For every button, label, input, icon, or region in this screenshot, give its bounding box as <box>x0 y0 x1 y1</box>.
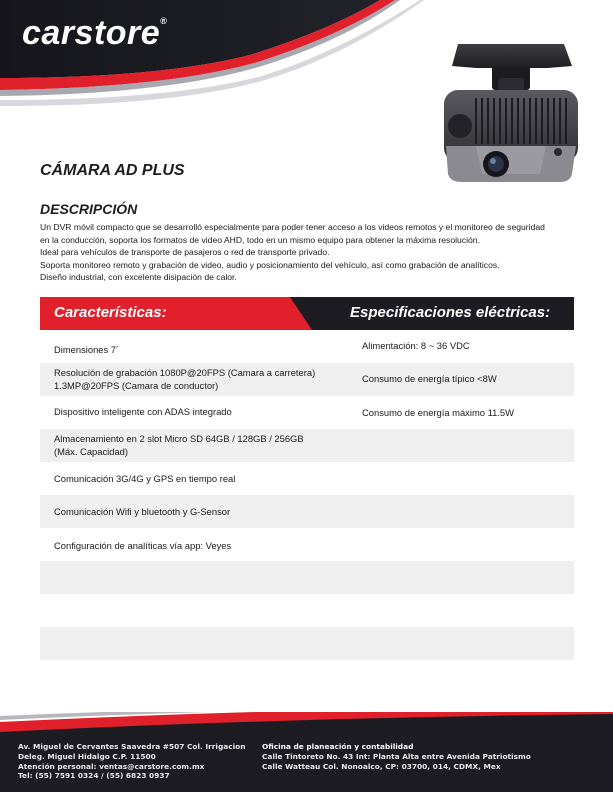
description-line: Soporta monitoreo remoto y grabación de video, audio y posicionamiento del vehículo, así como grabación de analíticos. <box>40 259 500 270</box>
table-row <box>40 495 574 528</box>
specs-header-band <box>40 297 574 330</box>
feature-line: Almacenamiento en 2 slot Micro SD 64GB / 128GB / 256GB <box>54 433 304 444</box>
description-heading: DESCRIPCIÓN <box>40 201 138 217</box>
dash-camera-image <box>436 34 584 186</box>
footer-address-office <box>262 742 531 771</box>
feature-cell: Dispositivo inteligente con ADAS integrado <box>54 406 232 417</box>
electrical-heading: Especificaciones eléctricas: <box>350 304 551 321</box>
feature-cell: Comunicación 3G/4G y GPS en tiempo real <box>54 473 236 484</box>
table-row <box>40 429 574 462</box>
description-line: Diseño industrial, con excelente disipación de calor. <box>40 272 237 283</box>
feature-cell <box>54 367 315 392</box>
table-row <box>40 594 574 627</box>
description-line: Un DVR móvil compacto que se desarrolló especialmente para poder tener acceso a los videos remotos y el monitoreo de seguridad <box>40 222 545 232</box>
footer-phone[interactable]: Tel: (55) 7591 0324 / (55) 6823 0937 <box>18 771 170 781</box>
footer-email[interactable]: Atención personal: ventas@carstore.com.mx <box>18 761 205 771</box>
carstore-logo[interactable] <box>22 14 167 53</box>
table-row <box>40 396 574 429</box>
footer-address-main <box>18 742 246 781</box>
product-title: CÁMARA AD PLUS <box>40 162 185 179</box>
feature-cell: Configuración de analíticas vía app: Veyes <box>54 540 232 551</box>
table-row <box>40 363 574 396</box>
table-row <box>40 330 574 363</box>
feature-line: 1.3MP@20FPS (Camara de conductor) <box>54 379 219 391</box>
table-row <box>40 627 574 660</box>
feature-line: Resolución de grabación 1080P@20FPS (Camara a carretera) <box>54 367 316 378</box>
footer-office-heading: Oficina de planeación y contabilidad <box>262 742 414 751</box>
footer-line: Deleg. Miguel Hidalgo C.P. 11500 <box>18 751 156 761</box>
description-body <box>40 221 585 284</box>
footer-line: Calle Watteau Col. Nonoalco, CP: 03700, 014, CDMX, Mex <box>262 761 501 771</box>
footer-line: Av. Miguel de Cervantes Saavedra #507 Col. Irrigacion <box>18 742 246 751</box>
electrical-cell: Consumo de energía máximo 11.5W <box>362 407 514 418</box>
features-heading: Características: <box>54 304 167 321</box>
table-row <box>40 528 574 561</box>
feature-cell <box>54 433 304 458</box>
footer-line: Calle Tintoreto No. 43 Int: Planta Alta entre Avenida Patriotismo <box>262 751 531 761</box>
feature-cell: Comunicación Wifi y bluetooth y G-Sensor <box>54 506 231 517</box>
description-line: en la conducción, soporta los formatos de video AHD, todo en un mismo equipo para obtener la máxima resolución. <box>40 234 480 245</box>
page-footer <box>0 712 613 792</box>
feature-line: (Máx. Capacidad) <box>54 445 128 457</box>
electrical-cell: Alimentación: 8 ~ 36 VDC <box>362 340 470 351</box>
description-line: Ideal para vehículos de transporte de pasajeros o red de transporte privado. <box>40 247 330 258</box>
table-row <box>40 462 574 495</box>
electrical-cell: Consumo de energía típico <8W <box>362 373 497 384</box>
registered-mark: ® <box>160 16 168 26</box>
feature-cell: Dimensiones 7´ <box>54 344 120 355</box>
table-row <box>40 561 574 594</box>
specs-table <box>40 330 574 660</box>
logo-text: carstore <box>22 14 161 52</box>
